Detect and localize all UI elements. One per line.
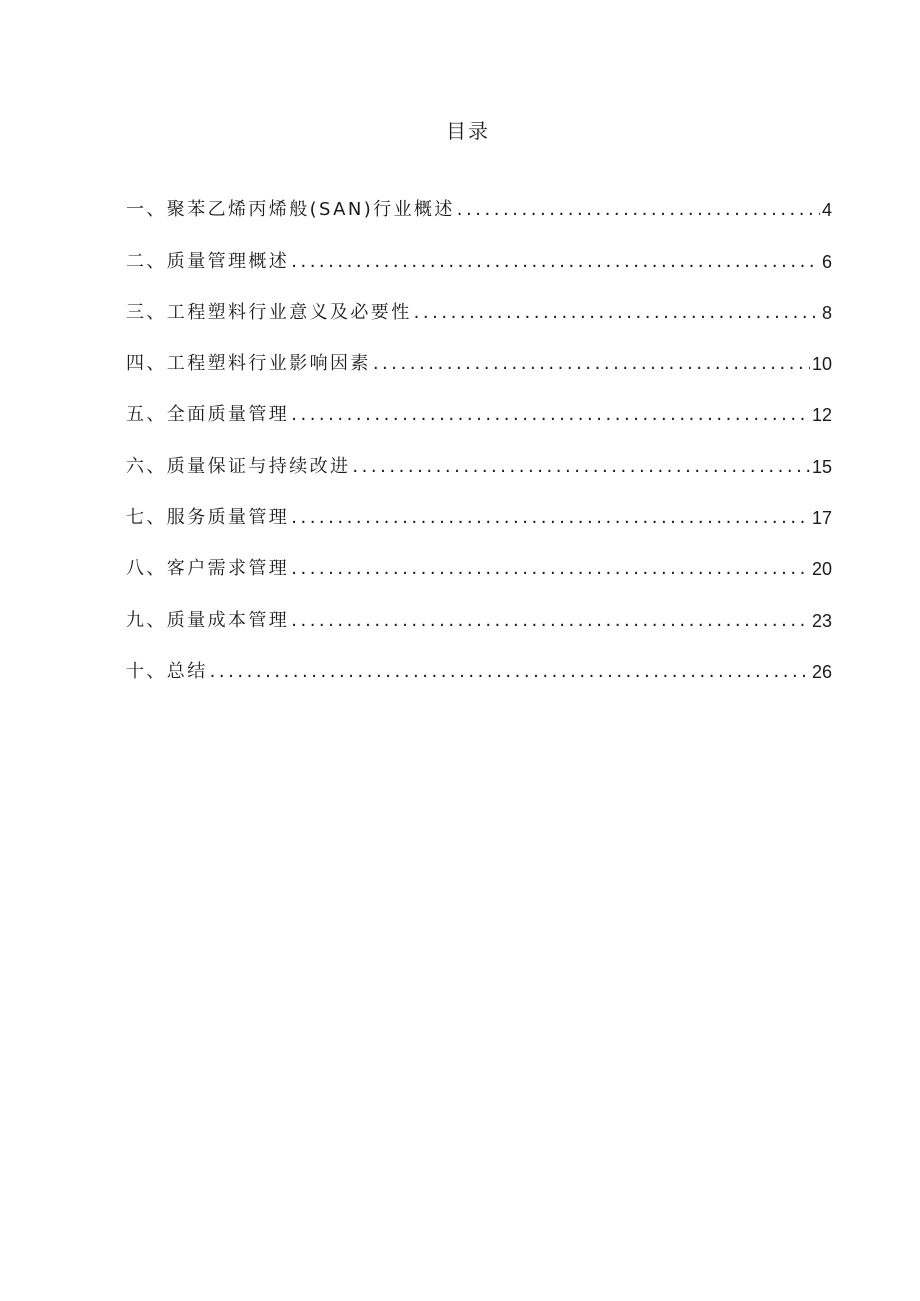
toc-page-number: 20 [811,559,832,580]
toc-dot-leader [291,552,810,586]
toc-dot-leader [414,296,820,330]
toc-page-number: 15 [811,456,832,477]
table-of-contents [126,176,832,689]
toc-page-number: 12 [811,405,832,426]
toc-dot-leader [291,604,810,638]
toc-entry[interactable] [126,381,832,432]
toc-page-number: 26 [811,661,832,682]
toc-title: 目录 [446,119,490,143]
toc-dot-leader [291,245,820,279]
toc-entry[interactable] [126,586,832,637]
toc-entry[interactable] [126,535,832,586]
toc-page-number: 8 [821,302,832,323]
toc-entry-label: 一、聚苯乙烯丙烯般(SAN)行业概述 [126,199,455,221]
toc-entry[interactable] [126,227,832,278]
toc-page-number: 6 [821,251,832,272]
toc-page-number: 10 [811,354,832,375]
toc-entry[interactable] [126,330,832,381]
toc-dot-leader [457,193,820,227]
toc-dot-leader [291,501,810,535]
toc-entry-label: 八、客户需求管理 [126,558,290,580]
toc-entry[interactable] [126,484,832,535]
toc-page-number: 23 [811,610,832,631]
toc-entry-label: 二、质量管理概述 [126,250,290,272]
toc-entry[interactable] [126,432,832,483]
toc-dot-leader [291,398,810,432]
toc-entry-label: 三、工程塑料行业意义及必要性 [126,301,412,323]
toc-entry-label: 九、质量成本管理 [126,609,290,631]
toc-dot-leader [210,655,810,689]
toc-entry[interactable] [126,176,832,227]
toc-page-number: 4 [821,200,832,221]
toc-entry-label: 五、全面质量管理 [126,404,290,426]
toc-entry-label: 七、服务质量管理 [126,507,290,529]
toc-entry-label: 十、总结 [126,660,208,682]
toc-dot-leader [373,347,810,381]
toc-entry-label: 四、工程塑料行业影响因素 [126,353,371,375]
toc-page-number: 17 [811,508,832,529]
toc-dot-leader [352,450,810,484]
toc-entry-label: 六、质量保证与持续改进 [126,455,351,477]
toc-entry[interactable] [126,638,832,689]
toc-entry[interactable] [126,279,832,330]
